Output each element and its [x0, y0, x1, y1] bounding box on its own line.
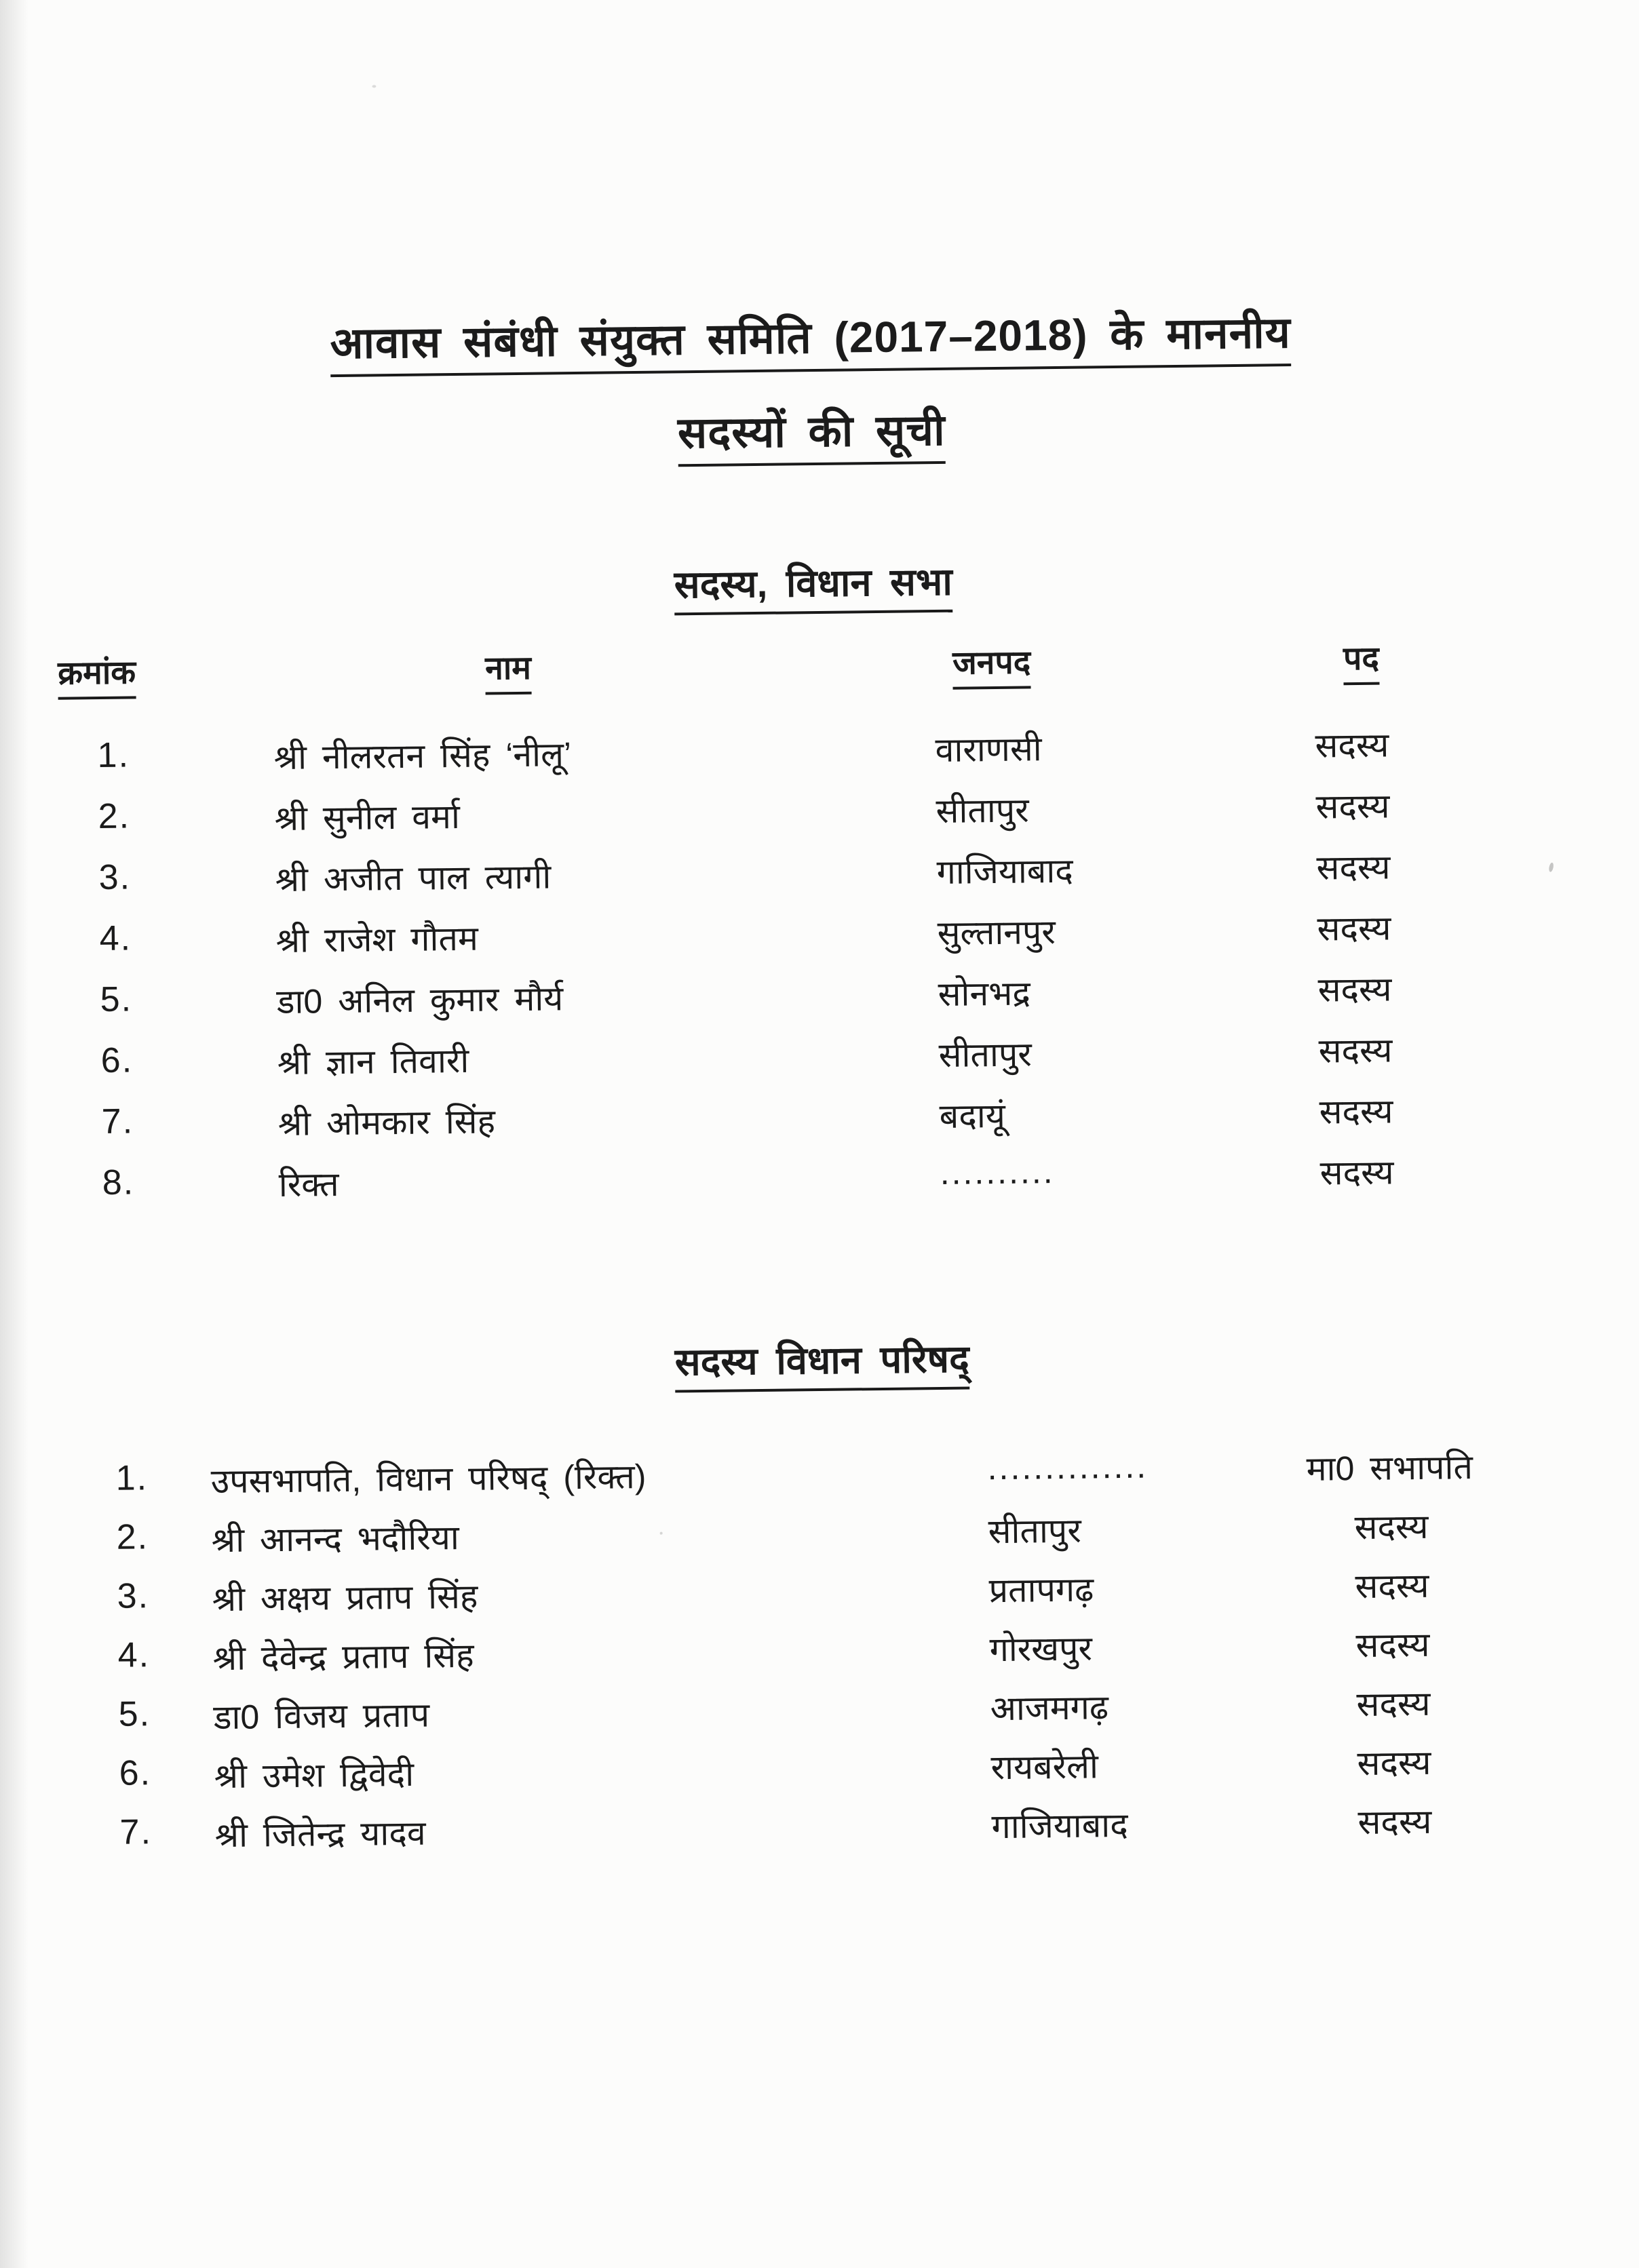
member-serial: 1. — [115, 1458, 149, 1498]
assembly-section-heading — [0, 547, 1633, 617]
member-post: सदस्य — [1319, 1092, 1393, 1131]
member-serial: 3. — [117, 1576, 150, 1616]
member-name: उपसभापति, विधान परिषद् (रिक्त) — [210, 1457, 647, 1501]
member-name: श्री राजेश गौतम — [275, 919, 479, 960]
member-district: वाराणसी — [935, 730, 1042, 770]
member-district: सीतापुर — [988, 1511, 1082, 1551]
council-members-table — [3, 1441, 1639, 1872]
member-district: सुल्तानपुर — [937, 913, 1056, 953]
scan-speck — [1057, 1708, 1060, 1711]
member-name: श्री उमेश द्विवेदी — [214, 1755, 414, 1796]
member-district: आजमगढ़ — [990, 1688, 1109, 1728]
member-post: सदस्य — [1355, 1625, 1430, 1665]
member-district: प्रतापगढ़ — [988, 1570, 1094, 1610]
member-post: सदस्य — [1315, 787, 1390, 826]
member-post: सदस्य — [1355, 1566, 1429, 1606]
member-post: सदस्य — [1357, 1743, 1431, 1783]
member-name: रिक्त — [278, 1165, 339, 1205]
member-name: श्री आनन्द भदौरिया — [211, 1519, 460, 1560]
scanner-edge-shadow — [0, 0, 28, 2268]
member-name: श्री नीलरतन सिंह ‘नीलू’ — [273, 735, 572, 777]
member-serial: 7. — [101, 1101, 134, 1142]
member-name: श्री ज्ञान तिवारी — [277, 1041, 469, 1082]
column-header-name: नाम — [485, 645, 532, 690]
scan-speck — [660, 1532, 663, 1535]
member-district: गोरखपुर — [989, 1629, 1093, 1669]
member-serial: 4. — [117, 1635, 151, 1675]
member-serial: 6. — [100, 1040, 134, 1081]
member-district: सीतापुर — [938, 1035, 1033, 1074]
member-serial: 4. — [99, 918, 132, 959]
member-post: सदस्य — [1317, 970, 1392, 1009]
member-serial: 6. — [119, 1753, 152, 1793]
council-section-heading — [2, 1324, 1639, 1394]
member-district: .............. — [987, 1447, 1149, 1487]
member-post: सदस्य — [1356, 1684, 1431, 1724]
document-title-line-2 — [0, 391, 1632, 468]
member-name: डा0 अनिल कुमार मौर्य — [276, 979, 564, 1021]
section-heading-text: सदस्य विधान परिषद् — [674, 1337, 969, 1393]
member-district: गाजियाबाद — [936, 851, 1074, 892]
member-name: श्री सुनील वर्मा — [274, 797, 461, 838]
member-serial: 8. — [102, 1162, 135, 1203]
member-district: बदायूं — [939, 1096, 1006, 1135]
document-title-line-1 — [0, 297, 1630, 374]
member-name: श्री अक्षय प्रताप सिंह — [212, 1577, 478, 1619]
title-text: सदस्यों की सूची — [678, 406, 946, 467]
member-name: श्री ओमकार सिंह — [277, 1102, 496, 1143]
assembly-table-header — [0, 632, 1634, 705]
member-serial: 2. — [116, 1517, 149, 1557]
member-serial: 3. — [98, 857, 132, 898]
member-post: सदस्य — [1354, 1507, 1429, 1547]
member-post: सदस्य — [1317, 909, 1391, 948]
member-district: गाजियाबाद — [991, 1805, 1129, 1846]
member-post: मा0 सभापति — [1306, 1448, 1473, 1488]
member-name: डा0 विजय प्रताप — [213, 1696, 430, 1737]
member-serial: 2. — [98, 796, 131, 837]
column-header-post: पद — [1343, 636, 1379, 680]
member-district: रायबरेली — [990, 1747, 1099, 1787]
assembly-members-table — [0, 718, 1639, 1224]
member-name: श्री जितेन्द्र यादव — [214, 1814, 426, 1855]
member-post: सदस्य — [1319, 1153, 1394, 1192]
column-header-serial: क्रमांक — [58, 649, 136, 694]
member-post: सदस्य — [1318, 1031, 1393, 1070]
section-heading-text: सदस्य, विधान सभा — [674, 560, 952, 616]
member-district: सीतापुर — [936, 791, 1029, 831]
column-header-district: जनपद — [952, 639, 1031, 684]
member-name: श्री देवेन्द्र प्रताप सिंह — [212, 1636, 474, 1678]
member-post: सदस्य — [1316, 848, 1391, 887]
member-serial: 1. — [97, 735, 130, 776]
member-serial: 7. — [119, 1812, 153, 1852]
title-text: आवास संबंधी संयुक्त समिति (2017–2018) के माननीय — [330, 308, 1291, 377]
member-district: .......... — [940, 1152, 1055, 1192]
scan-speck — [372, 85, 376, 87]
member-name: श्री अजीत पाल त्यागी — [275, 857, 552, 899]
member-district: सोनभद्र — [938, 974, 1031, 1014]
member-serial: 5. — [118, 1694, 151, 1734]
member-post: सदस्य — [1357, 1802, 1432, 1842]
member-post: सदस्य — [1315, 726, 1389, 765]
member-serial: 5. — [100, 979, 133, 1020]
